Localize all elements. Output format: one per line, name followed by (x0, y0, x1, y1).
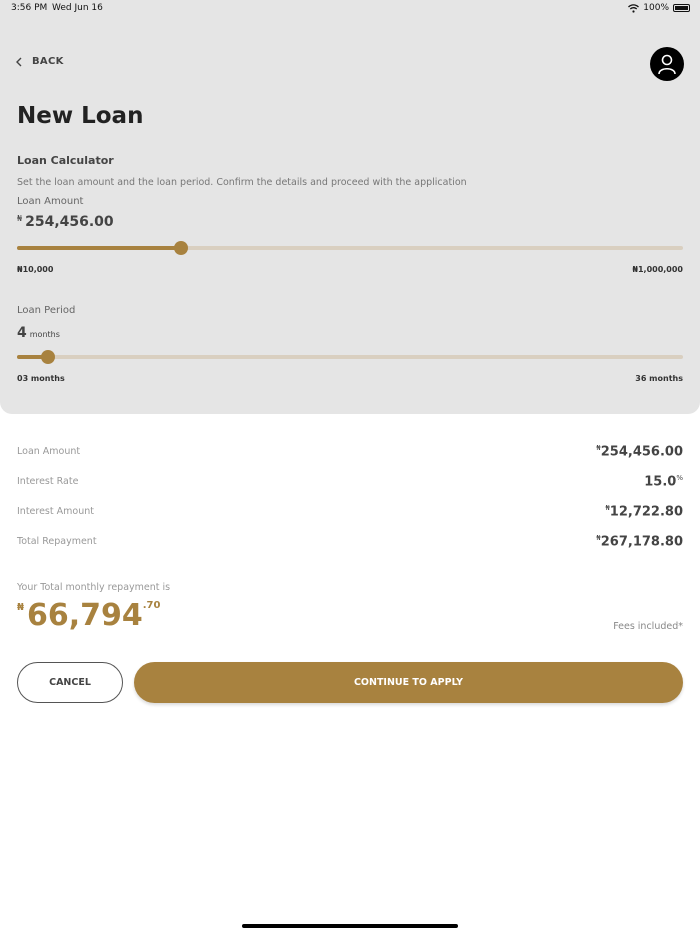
monthly-decimal: .70 (142, 600, 161, 611)
summary-number: 15.0 (644, 474, 677, 490)
fees-note: Fees included* (613, 621, 683, 632)
back-button[interactable] (16, 56, 64, 67)
summary-prefix: ₦ (605, 504, 610, 512)
period-min-label: 03 months (17, 374, 65, 383)
summary-prefix: ₦ (596, 534, 601, 542)
monthly-label: Your Total monthly repayment is (17, 582, 171, 593)
summary-number: 12,722.80 (609, 504, 683, 520)
monthly-currency: ₦ (17, 602, 24, 613)
summary-value (644, 474, 683, 489)
user-icon (656, 53, 678, 75)
summary-value (596, 534, 683, 549)
continue-to-apply-button[interactable]: CONTINUE TO APPLY (134, 662, 683, 703)
status-time: 3:56 PM (11, 3, 48, 13)
summary-prefix: ₦ (596, 444, 601, 452)
summary-label: Loan Amount (17, 446, 81, 458)
loan-amount-slider[interactable] (17, 246, 683, 250)
summary-label: Total Repayment (17, 536, 97, 548)
amount-max-label: ₦1,000,000 (632, 265, 683, 274)
summary-label: Interest Rate (17, 476, 79, 488)
summary-number: 254,456.00 (600, 444, 683, 460)
loan-period-slider[interactable] (17, 355, 683, 359)
summary-label: Interest Amount (17, 506, 94, 518)
loan-amount-value: 254,456.00 (25, 214, 114, 230)
summary-row (17, 444, 683, 459)
loan-period-label: Loan Period (17, 305, 76, 316)
calculator-title: Loan Calculator (17, 154, 114, 167)
loan-amount-display (17, 214, 114, 230)
chevron-left-icon (16, 57, 22, 67)
status-date: Wed Jun 16 (52, 3, 103, 13)
calculator-panel (0, 0, 700, 414)
calculator-description: Set the loan amount and the loan period. Confirm the details and proceed with the application (17, 177, 467, 188)
cancel-button[interactable]: CANCEL (17, 662, 123, 703)
battery-percent: 100% (643, 3, 669, 13)
summary-row (17, 504, 683, 519)
back-label: BACK (32, 56, 64, 67)
loan-period-value: 4 (17, 325, 27, 341)
status-indicators (628, 3, 690, 13)
home-indicator (242, 924, 458, 928)
monthly-whole: 66,794 (26, 598, 143, 633)
currency-symbol: ₦ (17, 214, 23, 223)
summary-value (605, 504, 683, 519)
loan-period-display (17, 325, 60, 341)
summary-value (596, 444, 683, 459)
monthly-amount (17, 598, 160, 634)
summary-number: 267,178.80 (600, 534, 683, 550)
wifi-icon (628, 4, 639, 13)
amount-min-label: ₦10,000 (17, 265, 54, 274)
slider-fill (17, 246, 181, 250)
loan-amount-label: Loan Amount (17, 196, 84, 207)
battery-icon (673, 4, 690, 12)
summary-suffix: % (676, 474, 683, 482)
period-max-label: 36 months (635, 374, 683, 383)
summary-row (17, 534, 683, 549)
loan-period-unit: months (29, 330, 60, 339)
profile-button[interactable] (650, 47, 684, 81)
page-title: New Loan (17, 103, 144, 129)
summary-row (17, 474, 683, 489)
